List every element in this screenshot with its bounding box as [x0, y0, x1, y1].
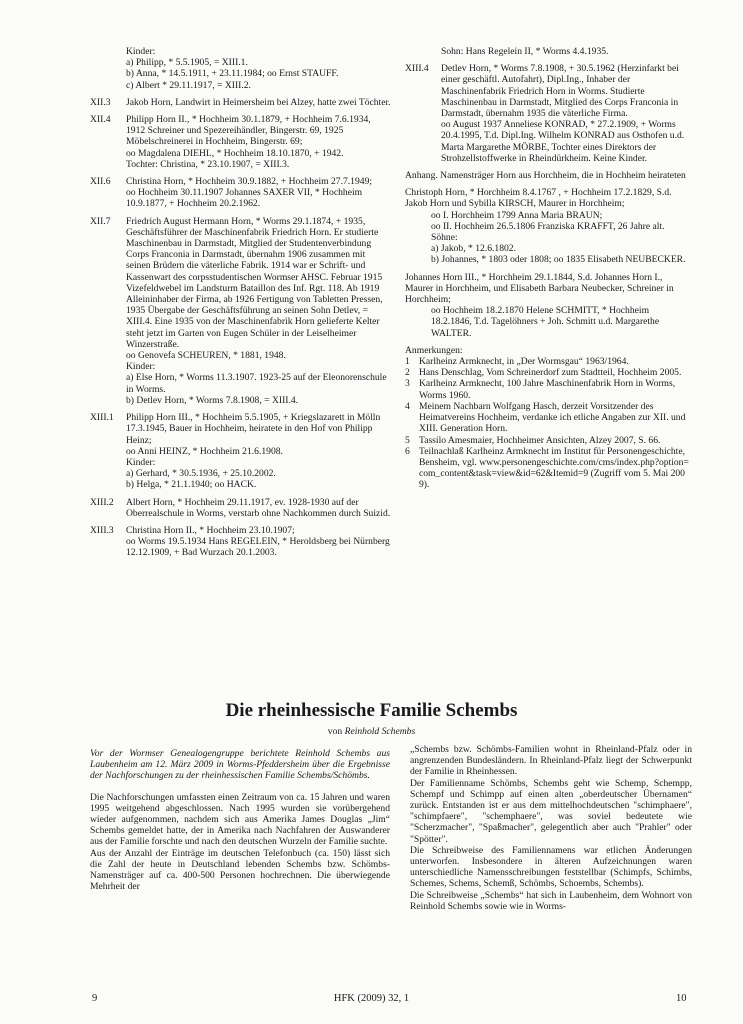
note-number: 1 — [405, 356, 410, 368]
entry-text: Christina Horn, * Hochheim 30.9.1882, + Hochheim 27.7.1949; — [126, 176, 373, 188]
page-number-right: 10 — [676, 993, 687, 1004]
note-number: 3 — [405, 378, 410, 390]
entry-number: XIII.1 — [90, 412, 114, 424]
person-text: a) Jakob, * 12.6.1802. — [431, 243, 516, 255]
genealogy-entry — [90, 176, 392, 210]
entry-text: a) Else Horn, * Worms 11.3.1907. 1923-25 auf der Eleonorenschule in Worms. — [126, 372, 390, 395]
person-text: Johannes Horn III., * Horchheim 29.1.1844, S.d. Johannes Horn I., Maurer in Horchheim, und Elisabeth Barbara Neubecker, Schreiner in Horchheim; — [405, 271, 677, 306]
entry-number: XIII.4 — [405, 63, 429, 75]
entry-text: Philipp Horn III., * Hochheim 5.5.1905, + Kriegslazarett in Mölln 17.3.1945, Bauer in Hochheim, heiratete in den Hof von Philipp Heinz; — [126, 412, 383, 446]
genealogy-entry — [90, 412, 392, 490]
entry-text: Tochter: Christina, * 23.10.1907, = XIII.3. — [126, 158, 290, 170]
article-author: Reinhold Schembs — [344, 726, 416, 737]
entry-number: XII.6 — [90, 176, 111, 188]
right-pre-block — [405, 46, 690, 57]
appendix-heading: Anhang. Namensträger Horn aus Horchheim, die in Hochheim heirateten — [405, 170, 686, 182]
entry-number: XII.7 — [90, 215, 111, 227]
byline-prefix: von — [327, 726, 343, 737]
genealogy-entry — [90, 114, 392, 170]
entry-text: Kinder: — [126, 361, 156, 373]
text-line: Kinder: — [126, 46, 156, 57]
text-line: b) Anna, * 14.5.1911, + 23.11.1984; oo Ernst STAUFF. — [126, 68, 339, 80]
entry-number: XIII.3 — [90, 524, 114, 536]
entry-text: oo Genovefa SCHEUREN, * 1881, 1948. — [126, 350, 286, 362]
article-paragraph: „Schembs bzw. Schömbs-Familien wohnt in Rheinland-Pfalz oder in angrenzenden Bundesländern. In Rheinland-Pfalz liegt der Schwerpunkt der Familie in Rheinhessen. — [410, 744, 692, 778]
article-paragraph: Die Schreibweise des Familiennamens war etlichen Änderungen unterworfen. Insbesondere in älteren Aufzeichnungen waren unterschiedliche Namensschreibungen feststellbar (Schimpfs, Schimbs, Schemes, Schems, Schemß, Schömbs, Schoembs, Schembs). — [410, 844, 692, 890]
person-text: b) Johannes, * 1803 oder 1808; oo 1835 Elisabeth NEUBECKER. — [431, 254, 686, 266]
note-item — [405, 356, 690, 367]
entry-text: Kinder: — [126, 456, 156, 468]
text-line: c) Albert * 29.11.1917, = XIII.2. — [126, 79, 251, 91]
entry-text: Detlev Horn, * Worms 7.8.1908, + 30.5.1962 (Herzinfarkt bei einer geschäftl. Autofahrt), Dipl.Ing., Inhaber der Maschinenfabrik Friedrich Horn in Worms. Studierte Maschinenbau in Darmstadt, Mitglied des Corps Franconia in Darmstadt, übernahm 1935 die väterliche Firma. — [441, 63, 682, 120]
entry-number: XIII.2 — [90, 496, 114, 508]
entry-text: Christina Horn II., * Hochheim 23.10.1907; — [126, 524, 295, 536]
note-item — [405, 435, 690, 446]
article-intro: Vor der Wormser Genealogengruppe berichtete Reinhold Schembs aus Laubenheim am 12. März 2009 in Worms-Pfeddersheim über die Ergebnisse der Nachforschungen zu der rheinhessischen Familie Schembs/Schömbs. — [90, 748, 390, 782]
genealogy-entry — [405, 63, 690, 164]
note-number: 6 — [405, 445, 410, 457]
note-text: Tassilo Amesmaier, Hochheimer Ansichten, Alzey 2007, S. 66. — [419, 434, 661, 446]
note-item — [405, 378, 690, 400]
genealogy-entry — [90, 97, 392, 108]
left-column — [90, 46, 392, 565]
genealogy-entry — [90, 216, 392, 406]
note-number: 2 — [405, 367, 410, 379]
text-line: Sohn: Hans Regelein II, * Worms 4.4.1935. — [441, 46, 609, 57]
entry-text: oo Magdalena DIEHL, * Hochheim 18.10.1870, + 1942. — [126, 147, 344, 159]
note-item — [405, 401, 690, 435]
note-text: Hans Denschlag, Vom Schreinerdorf zum Stadtteil, Hochheim 2005. — [419, 367, 682, 379]
entry-text: Friedrich August Hermann Horn, * Worms 29.1.1874, + 1935, Geschäftsführer der Maschinenfabrik Friedrich Horn. Er studierte Maschinenbau in Darmstadt, Mitglied der Studentenverbindung Corps Franconia in Darmstadt, übernahm 1906 zusammen mit seinen Brüdern die väterliche Fabrik. 1914 war er Schrift- und Kassenwart des corpsstudentischen Wormser AHSC. Februar 1915 Vizefeldwebel im Landsturm Bataillon des Inf. Rgt. 118. Ab 1919 Alleininhaber der Firma, ab 1926 Fertigung von Tabletten Pressen, 1935 Übergabe der Geschäftsführung an seinen Sohn Detlev, = XIII.4. Eine 1935 von der Maschinenfabrik Horn gelieferte Kelter steht jetzt im Garten von Eugen Schüler in der Leiselheimer Winzerstraße. — [126, 215, 385, 350]
entry-text: Jakob Horn, Landwirt in Heimersheim bei Alzey, hatte zwei Töchter. — [126, 96, 391, 108]
person-text: oo II. Hochheim 26.5.1806 Franziska KRAFFT, 26 Jahre alt. — [431, 220, 665, 232]
article-paragraph: Die Schreibweise „Schembs“ hat sich in Laubenheim, dem Wohnort von Reinhold Schembs sowie wie in Worms- — [410, 889, 692, 912]
article-title: Die rheinhessische Familie Schembs — [225, 700, 518, 721]
journal-reference: HFK (2009) 32, 1 — [333, 993, 410, 1004]
entry-text: b) Detlev Horn, * Worms 7.8.1908, = XIII.4. — [126, 394, 299, 406]
genealogy-entry — [90, 497, 392, 519]
entry-text: oo Worms 19.5.1934 Hans REGELEIN, * Heroldsberg bei Nürnberg 12.12.1909, + Bad Wurzach 20.1.2003. — [126, 536, 393, 559]
article-paragraph: Die Nachforschungen umfassten einen Zeitraum von ca. 15 Jahren und waren 1995 weitgehend abgeschlossen. Nach 1995 wurden sie vorübergehend wieder aufgenommen, nachdem sich aus Amerika James Douglas „Jim“ Schembs gemeldet hatte, der in Amerika nach Nachfahren der Auswanderer aus der Familie forschte und nach den deutschen Wurzeln der Familie suchte. — [90, 791, 390, 848]
text-line: a) Philipp, * 5.5.1905, = XIII.1. — [126, 57, 248, 69]
notes-heading: Anmerkungen: — [405, 344, 463, 356]
note-number: 4 — [405, 400, 410, 412]
note-text: Karlheinz Armknecht, in „Der Wormsgau“ 1963/1964. — [419, 356, 629, 368]
person-text: oo Hochheim 18.2.1870 Helene SCHMITT, * Hochheim 18.2.1846, T.d. Tagelöhners + Joh. Schmitt u.d. Margarethe WALTER. — [431, 305, 662, 339]
entry-text: Philipp Horn II., * Hochheim 30.1.1879, + Hochheim 7.6.1934, 1912 Schreiner und Spezereihändler, Bingerstr. 69, 1925 Möbelschreinerei in Hochheim, Bingerstr. 69; — [126, 114, 374, 148]
right-column — [405, 46, 690, 491]
note-text: Meinem Nachbarn Wolfgang Hasch, derzeit Vorsitzender des Heimatvereins Hochheim, verdanke ich etliche Angaben zur XII. und XIII. Generation Horn. — [419, 400, 686, 435]
article-paragraph: Der Familienname Schömbs, Schembs geht wie Schemp, Schempp, Schempf und Schimpp auf einen alten „oberdeutscher Übernamen“ zurück. Entstanden ist er aus dem mittelhochdeutschen "schimphaere", "schimpfaere", "schemphaere", was soviel bedeutete wie "Scherzmacher", "Spaßmacher", gelegentlich aber auch "Prahler" oder "Spötter". — [410, 777, 692, 845]
person-entry — [405, 272, 690, 339]
notes-list — [405, 356, 690, 490]
article-right-column — [410, 744, 692, 912]
note-item — [405, 367, 690, 378]
note-number: 5 — [405, 434, 410, 446]
person-text: oo I. Horchheim 1799 Anna Maria BRAUN; — [431, 209, 603, 221]
entry-text: oo Hochheim 30.11.1907 Johannes SAXER VII, * Hochheim 10.9.1877, + Hochheim 20.2.1962. — [126, 187, 365, 210]
entry-text: oo Anni HEINZ, * Hochheim 21.6.1908. — [126, 445, 283, 457]
article-paragraph: Aus der Anzahl der Einträge im deutschen Telefonbuch (ca. 150) lässt sich die Zahl der heute in Deutschland lebenden Schembs bzw. Schömbs-Namensträger auf ca. 400-500 Personen hochrechnen. Die überwiegende Mehrheit der — [90, 847, 390, 893]
note-item — [405, 446, 690, 491]
person-entry — [405, 187, 690, 265]
entry-number: XII.4 — [90, 114, 111, 126]
person-text: Söhne: — [431, 232, 458, 244]
entry-text: Albert Horn, * Hochheim 29.11.1917, ev. 1928-1930 auf der Oberrealschule in Worms, verstarb ohne Nachkommen durch Suizid. — [126, 496, 391, 519]
entry-text: oo August 1937 Anneliese KONRAD, * 27.2.1909, + Worms 20.4.1995, T.d. Dipl.Ing. Wilhelm KONRAD aus Osthofen u.d. Marta Margarethe MÖRBE, Tochter eines Direktors der Strohzellstoffwerke in Rheindürkheim. Keine Kinder. — [441, 119, 687, 164]
page-number-left: 9 — [92, 993, 98, 1004]
left-pre-block — [90, 46, 392, 91]
genealogy-entry — [90, 525, 392, 559]
note-text: Karlheinz Armknecht, 100 Jahre Maschinenfabrik Horn in Worms, Worms 1960. — [419, 378, 676, 401]
entry-number: XII.3 — [90, 96, 111, 108]
note-text: Teilnachlaß Karlheinz Armknecht im Institut für Personengeschichte, Bensheim, vgl. www.personengeschichte.com/cms/index.php?option=com_content&task=view&id=62&Itemid=9 (Zugriff vom 5. Mai 2009). — [419, 445, 689, 491]
article-left-column — [90, 748, 390, 892]
entry-text: a) Gerhard, * 30.5.1936, + 25.10.2002. — [126, 468, 276, 480]
article-byline — [0, 726, 743, 737]
person-text: Christoph Horn, * Horchheim 8.4.1767 , + Hochheim 17.2.1829, S.d. Jakob Horn und Sybilla KIRSCH, Maurer in Horchheim; — [405, 187, 674, 210]
entry-text: b) Helga, * 21.1.1940; oo HACK. — [126, 479, 257, 491]
